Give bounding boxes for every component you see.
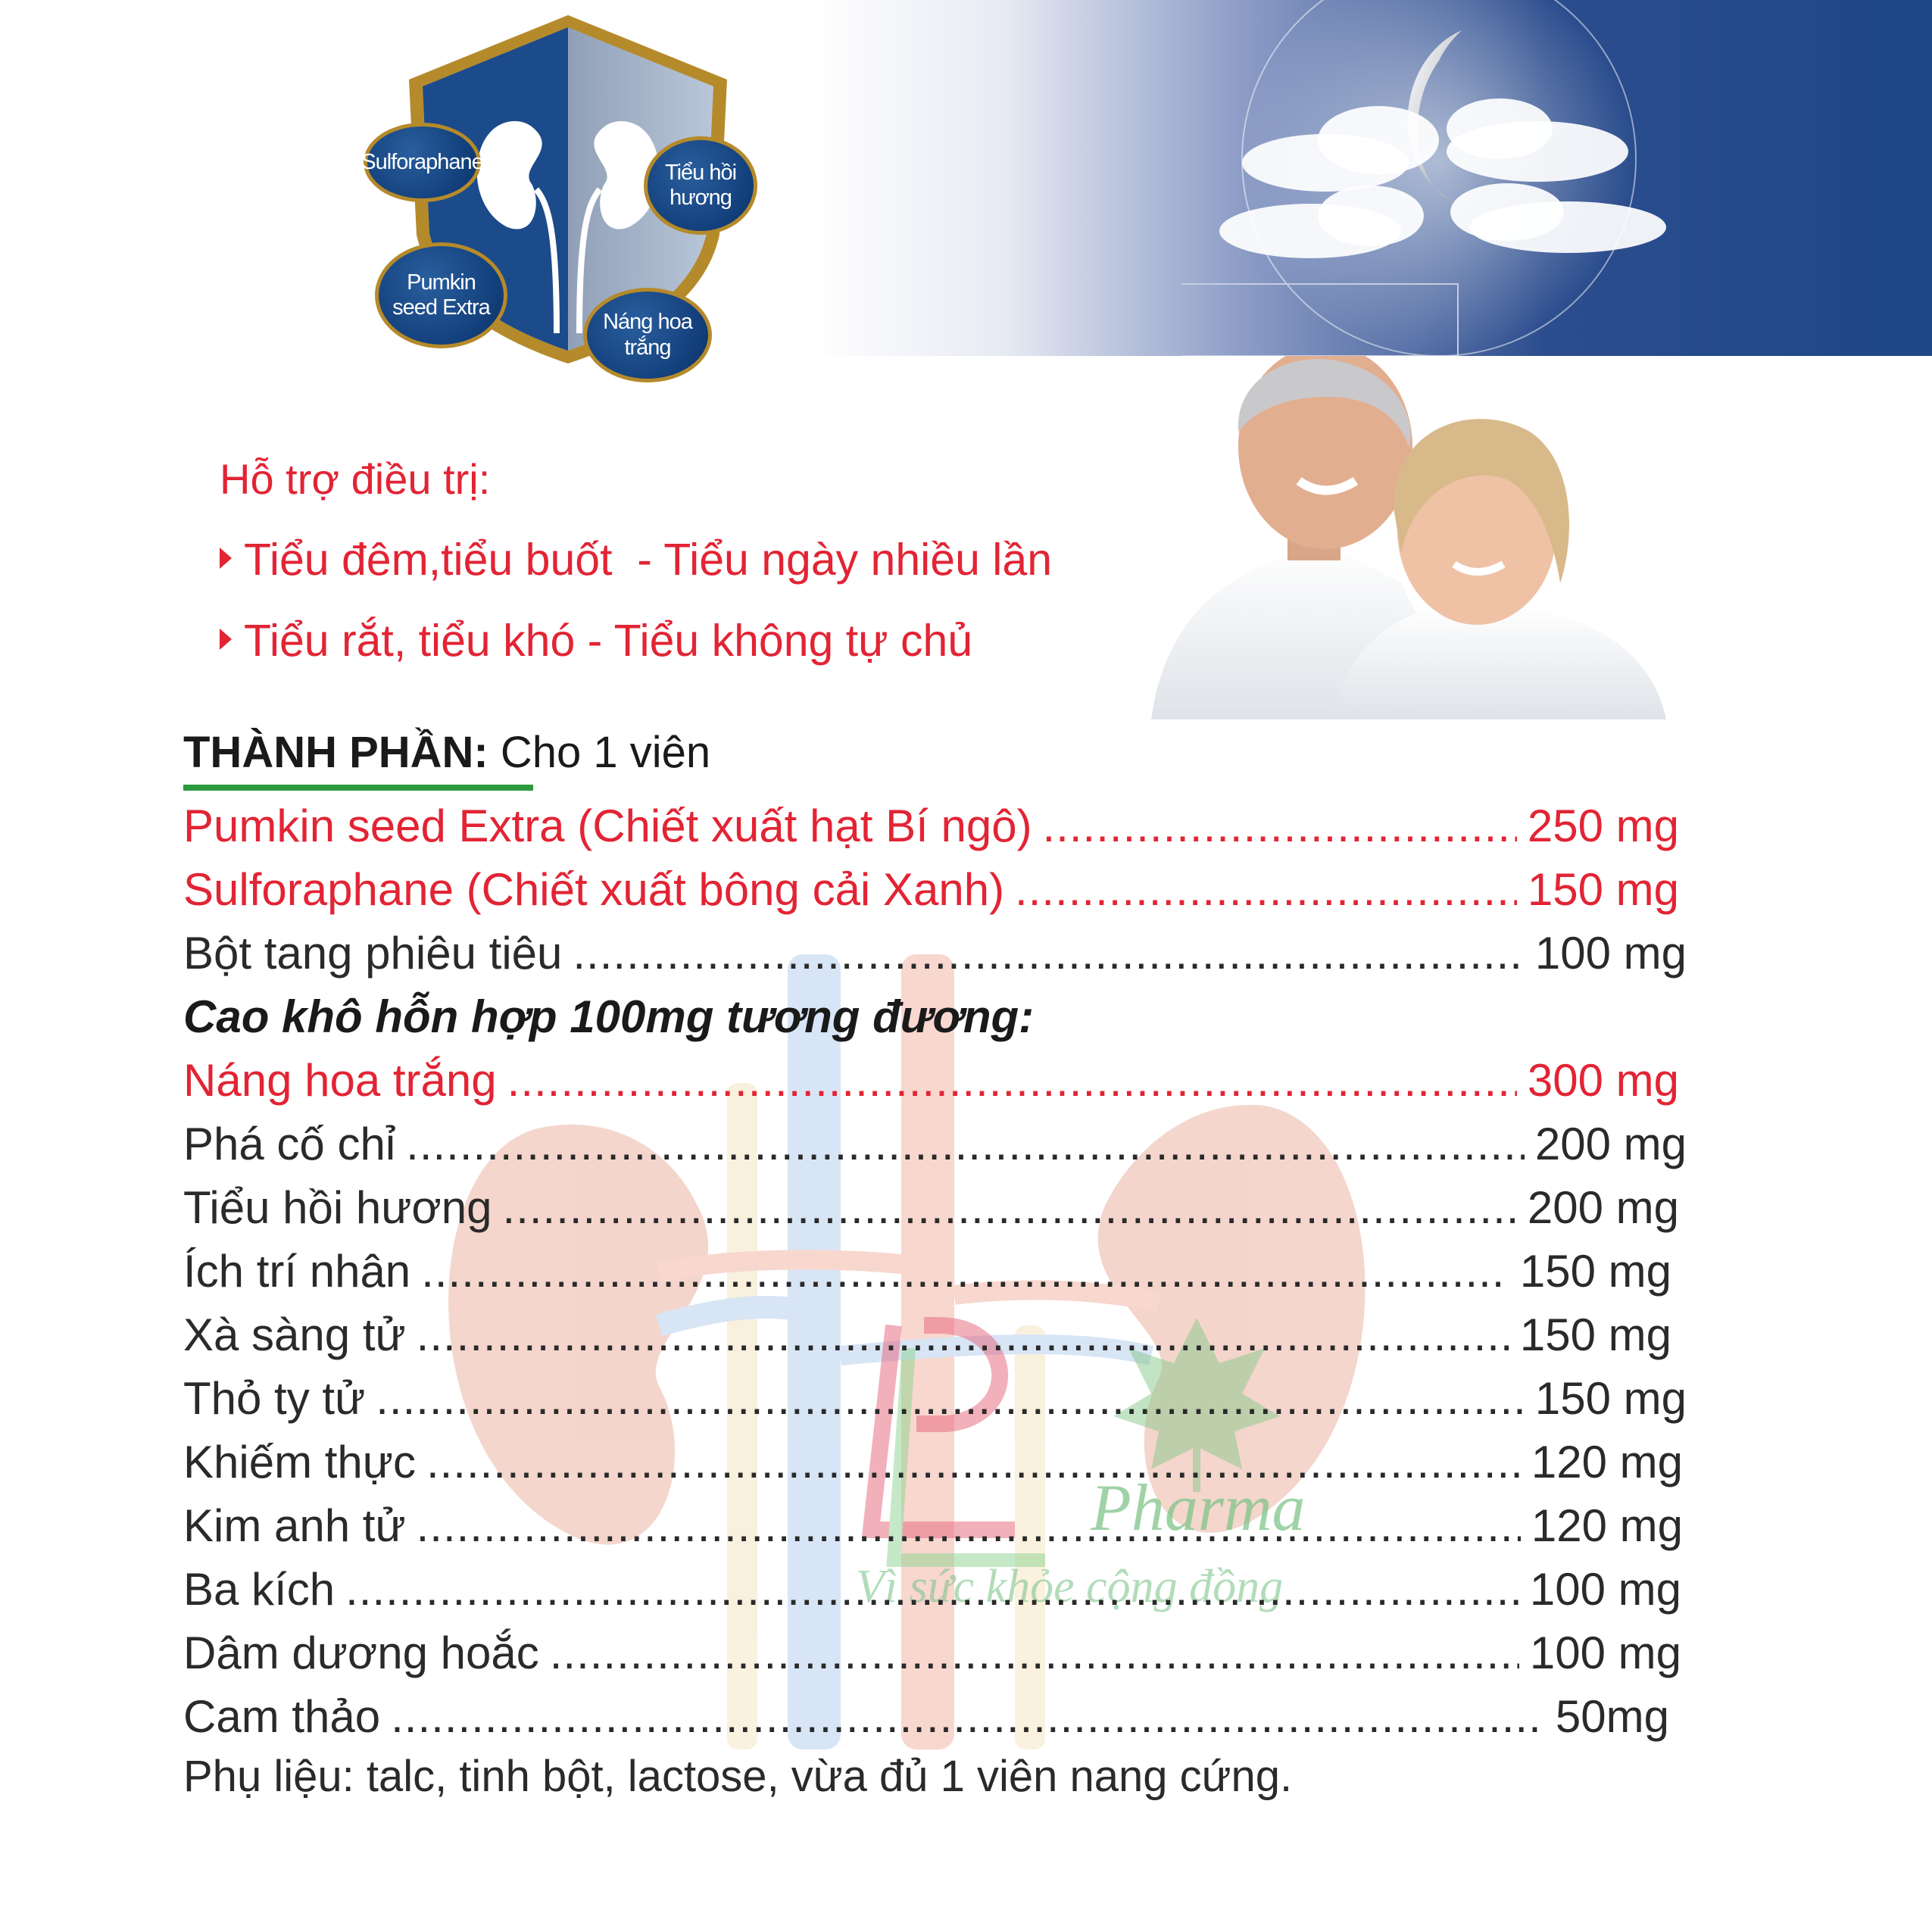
- triangle-bullet-icon: [220, 629, 232, 650]
- bubble-label: Náng hoa trắng: [603, 310, 692, 360]
- ingredient-row: [183, 927, 1687, 991]
- ingredient-row: [183, 1181, 1679, 1245]
- heading-underline: [183, 785, 533, 791]
- ingredients-list: [183, 800, 1698, 1754]
- ingredient-row: [183, 1309, 1671, 1372]
- ingredient-bubble: [583, 288, 712, 382]
- ingredient-amount: 150 mg: [1519, 1246, 1671, 1297]
- watermark-slogan: Vì sức khỏe cộng đồng: [856, 1561, 1284, 1612]
- ingredient-amount: 300 mg: [1527, 1055, 1679, 1106]
- leader-dots: [406, 1118, 1525, 1170]
- ingredient-amount: 100 mg: [1534, 928, 1687, 978]
- ingredient-name: Cam thảo: [183, 1691, 381, 1742]
- bubble-label: Sulforaphane: [361, 149, 483, 174]
- ingredient-name: Ích trí nhân: [183, 1246, 411, 1297]
- ingredient-name: Phá cố chỉ: [183, 1119, 396, 1169]
- ingredient-row: [183, 863, 1679, 927]
- leader-dots: [391, 1690, 1545, 1743]
- ingredients-title: THÀNH PHẦN:: [183, 728, 488, 777]
- ingredient-name: Sulforaphane (Chiết xuất bông cải Xanh): [183, 864, 1005, 915]
- ingredients-subtitle: Cho 1 viên: [488, 728, 711, 777]
- ingredient-amount: 200 mg: [1527, 1182, 1679, 1233]
- ingredient-name: Náng hoa trắng: [183, 1055, 497, 1106]
- leader-dots: [376, 1372, 1525, 1425]
- ingredient-amount: 120 mg: [1531, 1500, 1683, 1551]
- leader-dots: [417, 1309, 1509, 1361]
- triangle-bullet-icon: [220, 548, 232, 569]
- ingredient-amount: 250 mg: [1527, 801, 1679, 851]
- support-title: Hỗ trợ điều trị:: [220, 455, 491, 503]
- leader-dots: [417, 1500, 1521, 1552]
- ingredient-name: Khiếm thực: [183, 1437, 416, 1487]
- ingredient-name: Thỏ ty tử: [183, 1373, 366, 1424]
- ingredient-amount: 150 mg: [1534, 1373, 1687, 1424]
- ingredient-bubble: [375, 242, 507, 348]
- ingredient-row: [183, 1436, 1683, 1500]
- ingredient-row: [183, 1500, 1683, 1563]
- ingredient-name: Tiểu hồi hương: [183, 1182, 492, 1233]
- elderly-couple-photo: [1151, 356, 1666, 719]
- ingredient-name: Cao khô hỗn hợp 100mg tương đương:: [183, 991, 1035, 1042]
- ingredient-row: [183, 1690, 1669, 1754]
- leader-dots: [573, 927, 1524, 979]
- ingredient-bubble: [361, 123, 483, 202]
- ingredient-row: [183, 1118, 1687, 1181]
- excipients-note: Phụ liệu: talc, tinh bột, lactose, vừa đủ 1 viên nang cứng.: [183, 1752, 1293, 1801]
- leader-dots: [1043, 800, 1517, 852]
- support-line-text: Tiểu đêm,tiểu buốt - Tiểu ngày nhiều lần: [244, 535, 1053, 585]
- ingredient-row: [183, 1627, 1681, 1690]
- ingredient-subgroup-heading: [183, 991, 1698, 1054]
- leader-dots: [503, 1181, 1517, 1234]
- ingredient-amount: 200 mg: [1534, 1119, 1687, 1169]
- support-line-text: Tiểu rắt, tiểu khó - Tiểu không tự chủ: [244, 616, 973, 666]
- ingredient-row: [183, 800, 1679, 863]
- ingredient-name: Bột tang phiêu tiêu: [183, 928, 563, 978]
- ingredient-row: [183, 1245, 1671, 1309]
- ingredient-row: [183, 1054, 1679, 1118]
- ingredient-name: Ba kích: [183, 1564, 336, 1615]
- leader-dots: [421, 1245, 1509, 1297]
- leader-dots: [426, 1436, 1521, 1488]
- ingredient-row: [183, 1563, 1681, 1627]
- ingredient-bubble: [644, 136, 757, 235]
- ingredient-amount: 150 mg: [1519, 1309, 1671, 1360]
- ingredient-amount: 100 mg: [1529, 1628, 1681, 1678]
- ingredient-name: Pumkin seed Extra (Chiết xuất hạt Bí ngô): [183, 801, 1032, 851]
- support-line: [220, 615, 972, 666]
- ingredient-name: Dâm dương hoắc: [183, 1628, 539, 1678]
- watermark-brand: Pharma: [1091, 1472, 1306, 1545]
- bubble-label: Pumkin seed Extra: [392, 270, 490, 320]
- moon-clouds-illustration: [1181, 0, 1712, 356]
- ingredient-name: Kim anh tử: [183, 1500, 406, 1551]
- support-line: [220, 534, 1052, 585]
- ingredient-amount: 150 mg: [1527, 864, 1679, 915]
- leader-dots: [345, 1563, 1519, 1615]
- ingredient-name: Xà sàng tử: [183, 1309, 406, 1360]
- leader-dots: [550, 1627, 1519, 1679]
- kidney-shield-graphic: [361, 8, 772, 379]
- ingredients-heading: [183, 727, 710, 778]
- ingredient-row: [183, 1372, 1687, 1436]
- leader-dots: [507, 1054, 1517, 1106]
- ingredient-amount: 100 mg: [1529, 1564, 1681, 1615]
- leader-dots: [1015, 863, 1517, 916]
- ingredient-amount: 50mg: [1555, 1691, 1669, 1742]
- ingredient-amount: 120 mg: [1531, 1437, 1683, 1487]
- bubble-label: Tiểu hồi hương: [664, 160, 737, 210]
